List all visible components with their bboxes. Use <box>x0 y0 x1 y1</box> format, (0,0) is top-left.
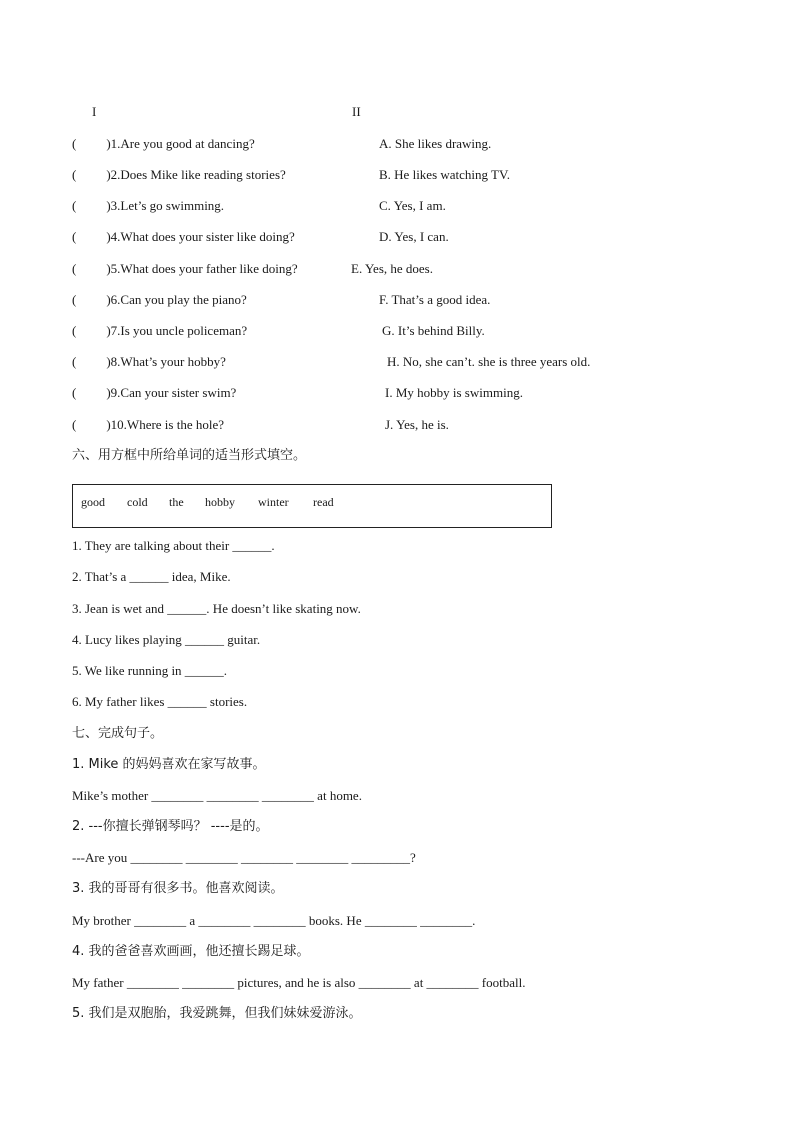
matching-answer-d: D. Yes, I can. <box>379 229 449 244</box>
sentence-5-chinese: 5. 我们是双胞胎，我爱跳舞，但我们妹妹爱游泳。 <box>72 1006 362 1021</box>
matching-question-4[interactable]: ( )4.What does your sister like doing? <box>72 229 295 244</box>
word-box-word-3: the <box>169 495 184 509</box>
fill-item-2[interactable]: 2. That’s a ______ idea, Mike. <box>72 569 231 584</box>
sentence-3-english[interactable]: My brother ________ a ________ ________ books. He ________ ________. <box>72 913 476 928</box>
fill-item-1[interactable]: 1. They are talking about their ______. <box>72 538 275 553</box>
matching-question-1[interactable]: ( )1.Are you good at dancing? <box>72 136 255 151</box>
matching-question-9[interactable]: ( )9.Can your sister swim? <box>72 385 237 400</box>
matching-question-6[interactable]: ( )6.Can you play the piano? <box>72 292 247 307</box>
matching-question-8[interactable]: ( )8.What’s your hobby? <box>72 354 226 369</box>
word-box <box>72 484 552 528</box>
matching-answer-b: B. He likes watching TV. <box>379 167 510 182</box>
word-box-word-4: hobby <box>205 495 235 509</box>
matching-question-7[interactable]: ( )7.Is you uncle policeman? <box>72 323 248 338</box>
fill-item-5[interactable]: 5. We like running in ______. <box>72 663 228 678</box>
sentence-2-chinese: 2. ---你擅长弹钢琴吗？ ----是的。 <box>72 819 269 834</box>
column-header-i: I <box>92 104 97 119</box>
section-6-title: 六、用方框中所给单词的适当形式填空。 <box>72 448 307 463</box>
matching-question-5[interactable]: ( )5.What does your father like doing? <box>72 261 298 276</box>
matching-answer-h: H. No, she can’t. she is three years old. <box>387 354 591 369</box>
matching-answer-g: G. It’s behind Billy. <box>382 323 485 338</box>
matching-answer-j: J. Yes, he is. <box>385 417 449 432</box>
word-box-word-1: good <box>81 495 105 509</box>
sentence-4-chinese: 4. 我的爸爸喜欢画画，他还擅长踢足球。 <box>72 944 310 959</box>
fill-item-4[interactable]: 4. Lucy likes playing ______ guitar. <box>72 632 261 647</box>
sentence-1-english[interactable]: Mike’s mother ________ ________ ________ at home. <box>72 788 362 803</box>
sentence-1-chinese: 1. Mike 的妈妈喜欢在家写故事。 <box>72 757 266 772</box>
matching-question-3[interactable]: ( )3.Let’s go swimming. <box>72 198 225 213</box>
matching-answer-a: A. She likes drawing. <box>379 136 492 151</box>
column-header-ii: II <box>352 104 361 119</box>
matching-answer-f: F. That’s a good idea. <box>379 292 491 307</box>
matching-question-2[interactable]: ( )2.Does Mike like reading stories? <box>72 167 286 182</box>
section-7-title: 七、完成句子。 <box>72 726 164 741</box>
sentence-2-english[interactable]: ---Are you ________ ________ ________ ________ _________? <box>72 850 416 865</box>
sentence-3-chinese: 3. 我的哥哥有很多书。他喜欢阅读。 <box>72 881 284 896</box>
matching-answer-e: E. Yes, he does. <box>351 261 433 276</box>
matching-answer-i: I. My hobby is swimming. <box>385 385 523 400</box>
matching-question-10[interactable]: ( )10.Where is the hole? <box>72 417 225 432</box>
matching-answer-c: C. Yes, I am. <box>379 198 446 213</box>
fill-item-3[interactable]: 3. Jean is wet and ______. He doesn’t like skating now. <box>72 601 361 616</box>
fill-item-6[interactable]: 6. My father likes ______ stories. <box>72 694 248 709</box>
word-box-word-5: winter <box>258 495 289 509</box>
sentence-4-english[interactable]: My father ________ ________ pictures, and he is also ________ at ________ football. <box>72 975 526 990</box>
word-box-word-2: cold <box>127 495 148 509</box>
word-box-word-6: read <box>313 495 334 509</box>
